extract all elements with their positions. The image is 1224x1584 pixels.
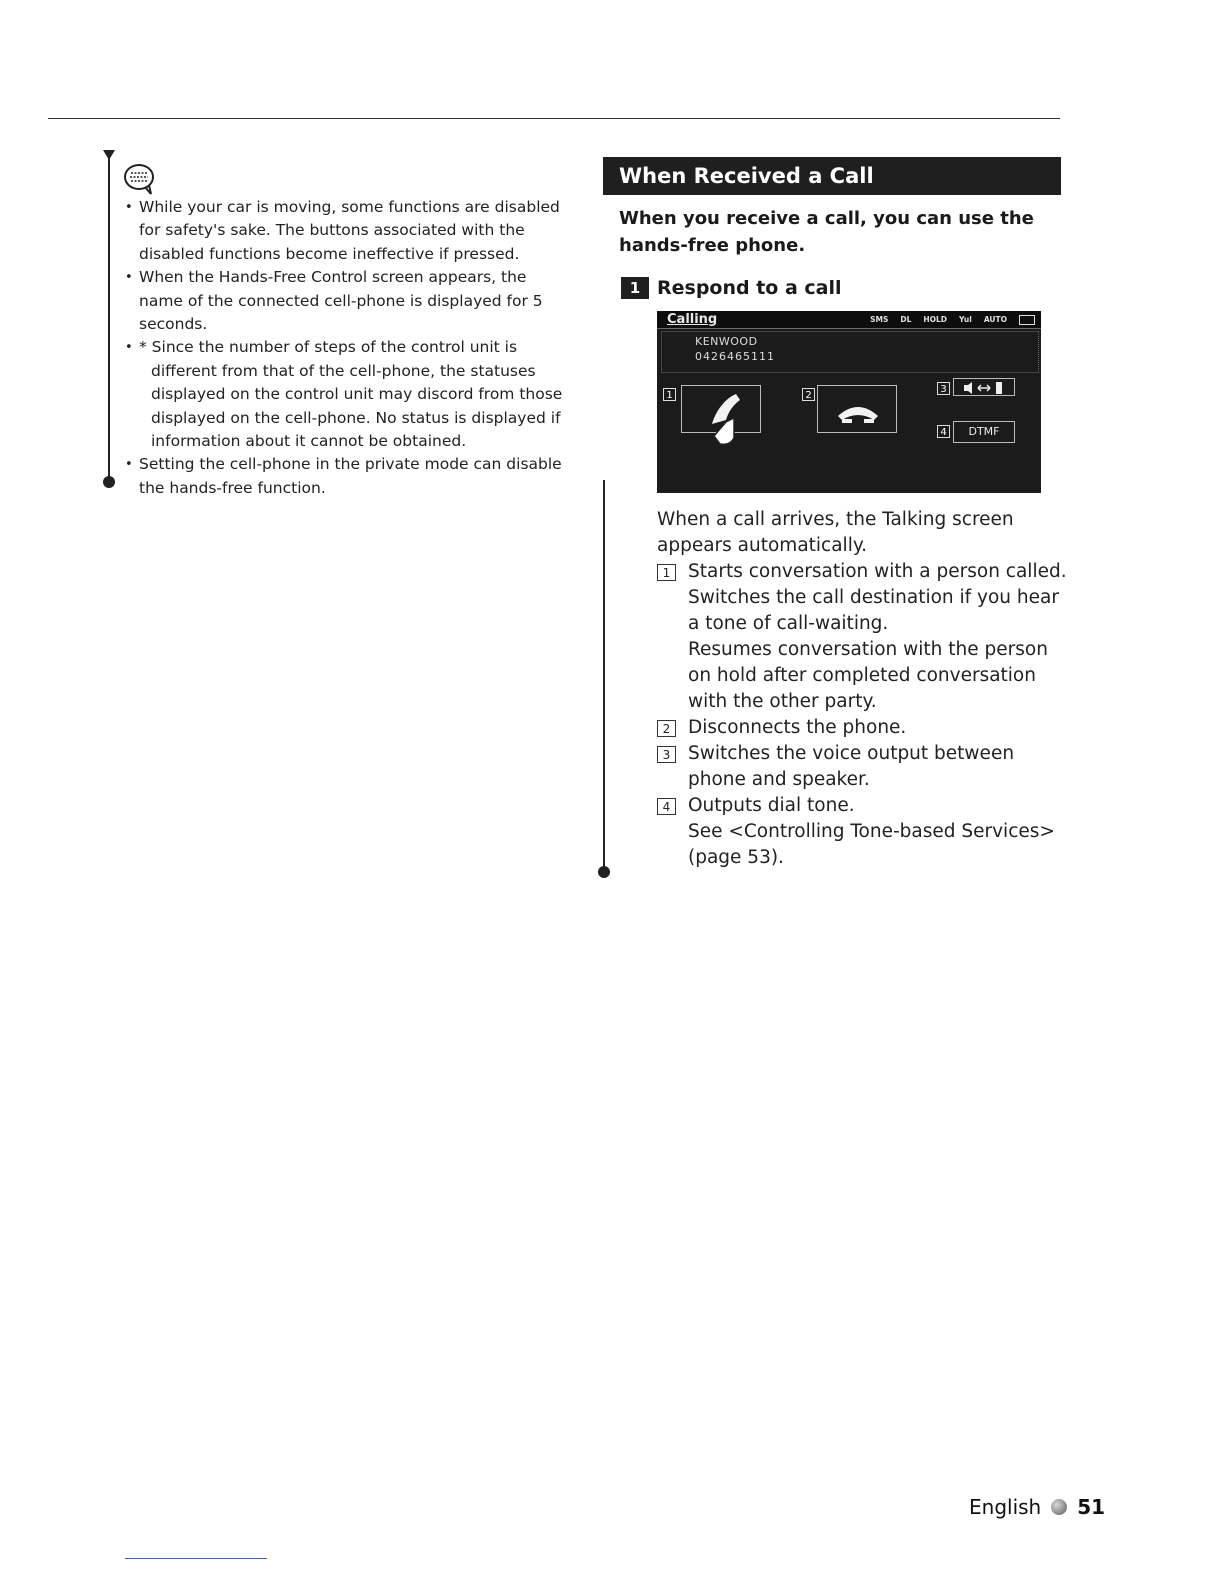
note-item bbox=[125, 266, 575, 336]
item-line: Switches the voice output between phone and speaker. bbox=[688, 743, 1015, 790]
dtmf-button[interactable]: DTMF bbox=[953, 421, 1015, 443]
description-item-1 bbox=[657, 559, 1067, 715]
description-item-2 bbox=[657, 715, 1067, 741]
hang-up-button[interactable] bbox=[817, 385, 897, 433]
description bbox=[657, 507, 1067, 871]
note-item bbox=[125, 453, 575, 500]
phone-answer-icon bbox=[682, 386, 762, 446]
note-item-text: • * Since the number of steps of the control unit is different from that of the cell-phone, the statuses displayed on the control unit may discord from those displayed on the cell-phone. No status is displayed if information about it cannot be obtained. bbox=[139, 338, 563, 451]
screen-status-bar bbox=[657, 311, 1041, 329]
caller-name: KENWOOD bbox=[695, 335, 758, 348]
item-number-2: 2 bbox=[657, 720, 676, 737]
signal-icon: Yul bbox=[959, 315, 972, 324]
description-item-3 bbox=[657, 741, 1067, 793]
phone-hangup-icon bbox=[818, 386, 898, 434]
bottom-rule bbox=[125, 1558, 267, 1559]
section-intro: When you receive a call, you can use the hands-free phone. bbox=[619, 208, 1034, 256]
auto-status: AUTO bbox=[983, 315, 1007, 324]
section-title: When Received a Call bbox=[603, 157, 1061, 195]
note-icon bbox=[121, 162, 161, 196]
note-item bbox=[125, 196, 575, 266]
note-item-text: When the Hands-Free Control screen appears, the name of the connected cell-phone is displayed for 5 seconds. bbox=[139, 268, 543, 334]
section-received-call bbox=[603, 157, 1061, 299]
item-line: Resumes conversation with the person on hold after completed conversation with the other party. bbox=[688, 639, 1048, 712]
description-item-4 bbox=[657, 793, 1067, 871]
hold-status: HOLD bbox=[923, 315, 948, 324]
step-number-badge: 1 bbox=[621, 277, 649, 299]
item-line: Switches the call destination if you hear a tone of call-waiting. bbox=[688, 587, 1059, 634]
label-2: 2 bbox=[802, 388, 815, 401]
step-title: Respond to a call bbox=[657, 277, 842, 299]
dl-status: DL bbox=[900, 315, 912, 324]
item-line: Starts conversation with a person called. bbox=[688, 561, 1067, 582]
item-line: See <Controlling Tone-based Services> (page 53). bbox=[688, 821, 1055, 868]
page-footer bbox=[969, 1495, 1105, 1519]
answer-button[interactable] bbox=[681, 385, 761, 433]
description-lead: When a call arrives, the Talking screen appears automatically. bbox=[657, 509, 1014, 556]
caller-number: 0426465111 bbox=[695, 350, 775, 363]
label-4: 4 bbox=[937, 425, 950, 438]
screen-status-icons bbox=[870, 311, 1035, 328]
item-line: Disconnects the phone. bbox=[688, 717, 907, 738]
note-end-dot-icon bbox=[103, 476, 115, 488]
item-number-4: 4 bbox=[657, 798, 676, 815]
page-number: 51 bbox=[1077, 1495, 1106, 1519]
note-list bbox=[125, 196, 575, 500]
section-end-dot-icon bbox=[598, 866, 610, 878]
top-rule bbox=[48, 118, 1060, 119]
footer-language: English bbox=[969, 1495, 1042, 1519]
label-3: 3 bbox=[937, 382, 950, 395]
speaker-phone-switch-icon bbox=[954, 379, 1016, 397]
calling-screen bbox=[657, 311, 1041, 493]
item-line: Outputs dial tone. bbox=[688, 795, 855, 816]
sms-status: SMS bbox=[870, 315, 889, 324]
note-item bbox=[125, 336, 575, 453]
section-divider-line bbox=[603, 480, 605, 870]
note-item-text: Setting the cell-phone in the private mode can disable the hands-free function. bbox=[139, 455, 562, 497]
note-item-text: While your car is moving, some functions are disabled for safety's sake. The buttons associated with the disabled functions become ineffective if pressed. bbox=[139, 198, 560, 263]
step-heading bbox=[621, 277, 842, 299]
bullet-ball-icon bbox=[1051, 1499, 1067, 1515]
item-number-3: 3 bbox=[657, 746, 676, 763]
voice-output-button[interactable] bbox=[953, 378, 1015, 396]
item-number-1: 1 bbox=[657, 564, 676, 581]
screen-title: Calling bbox=[667, 312, 718, 327]
battery-icon bbox=[1019, 315, 1035, 325]
label-1: 1 bbox=[663, 388, 676, 401]
note-divider-line bbox=[108, 156, 110, 482]
